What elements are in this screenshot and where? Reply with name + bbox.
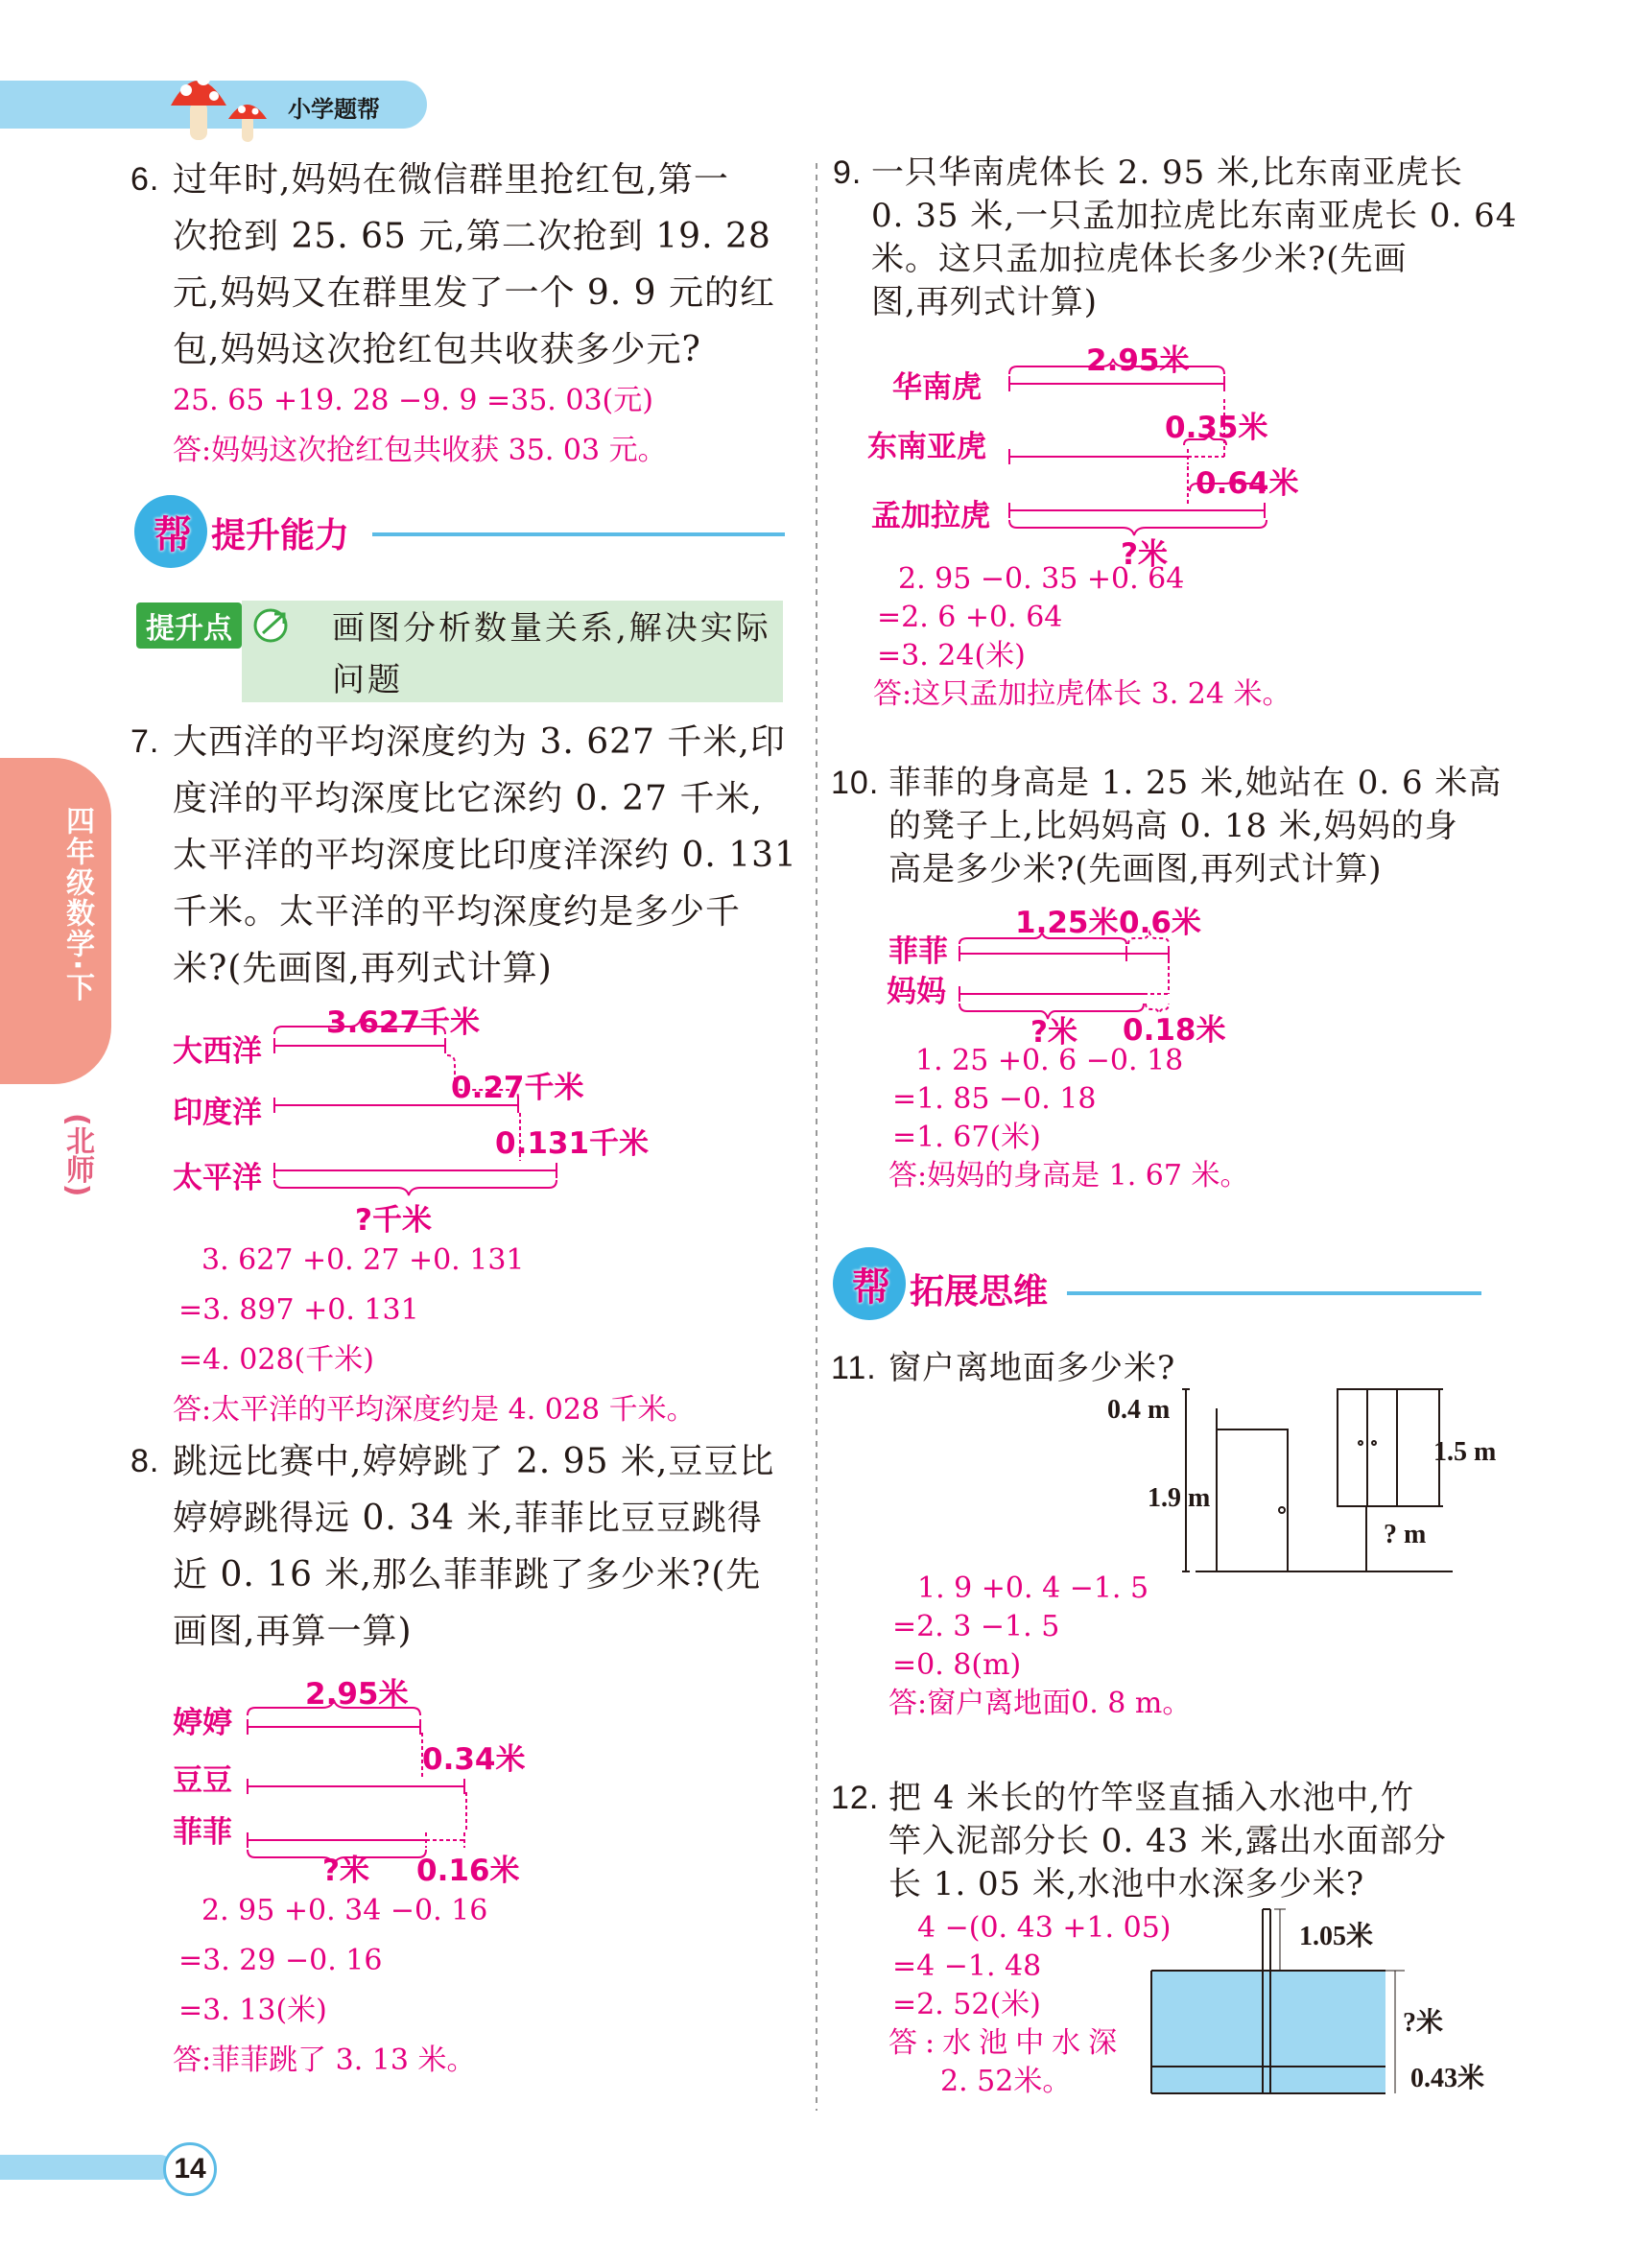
q10-step: 1. 25 +0. 6 −0. 18 bbox=[915, 1044, 1184, 1077]
q8-line: 婷婷跳得远 0. 34 米,菲菲比豆豆跳得 bbox=[173, 1499, 763, 1538]
q11-door-label: 1.9 m bbox=[1148, 1483, 1211, 1513]
section-improve-rule bbox=[372, 532, 785, 536]
q9-answer bbox=[873, 560, 1291, 714]
q6-conclusion: 答:妈妈这次抢红包共收获 35. 03 元。 bbox=[173, 434, 667, 467]
q7-line: 度洋的平均深度比它深约 0. 27 千米, bbox=[173, 779, 763, 818]
mushroom-logo-icon bbox=[161, 56, 276, 152]
q8-total-label: ?米 bbox=[322, 1854, 369, 1888]
q12-conclusion: 答:水池中水深 bbox=[888, 2026, 1125, 2060]
q9-line: 图,再列式计算) bbox=[871, 283, 1099, 321]
q9-step: =3. 24(米) bbox=[877, 639, 1026, 673]
q12-answer bbox=[888, 1909, 1172, 2101]
q8-step: =3. 29 −0. 16 bbox=[178, 1944, 383, 1977]
section-expand-title: 拓展思维 bbox=[910, 1272, 1049, 1311]
q7-conclusion: 答:太平洋的平均深度约是 4. 028 千米。 bbox=[173, 1393, 696, 1427]
q7-number: 7. bbox=[130, 723, 160, 760]
q7-answer bbox=[173, 1236, 696, 1435]
arrow-icon bbox=[251, 604, 299, 643]
q7-total-label: ?千米 bbox=[355, 1203, 432, 1238]
q9-stem bbox=[833, 152, 1524, 324]
q9-step: 2. 95 −0. 35 +0. 64 bbox=[898, 562, 1185, 596]
q8-line: 近 0. 16 米,那么菲菲跳了多少米?(先 bbox=[173, 1555, 762, 1595]
q11-answer bbox=[888, 1570, 1191, 1723]
q12-number: 12. bbox=[831, 1780, 880, 1816]
point-label: 提升点 bbox=[136, 602, 242, 649]
q12-step: 4 −(0. 43 +1. 05) bbox=[917, 1911, 1172, 1945]
q12-mud-label: 0.43米 bbox=[1410, 2064, 1485, 2093]
section-improve-title: 提升能力 bbox=[211, 516, 350, 555]
q7-step: =3. 897 +0. 131 bbox=[178, 1293, 419, 1327]
q7-row3-label: 太平洋 bbox=[173, 1161, 262, 1195]
q12-line: 竿入泥部分长 0. 43 米,露出水面部分 bbox=[888, 1822, 1447, 1860]
q12-water-label: ?米 bbox=[1403, 2008, 1444, 2038]
q9-line: 0. 35 米,一只孟加拉虎比东南亚虎长 0. 64 bbox=[871, 197, 1518, 235]
q8-row3-label: 菲菲 bbox=[173, 1815, 232, 1850]
q8-step: =3. 13(米) bbox=[178, 1994, 327, 2027]
q10-value3-label: 0.18米 bbox=[1123, 1013, 1226, 1048]
q7-step: 3. 627 +0. 27 +0. 131 bbox=[201, 1243, 525, 1277]
q9-row2-label: 东南亚虎 bbox=[867, 430, 986, 464]
q7-value2-label: 0.27千米 bbox=[451, 1071, 584, 1105]
q11-step: 1. 9 +0. 4 −1. 5 bbox=[917, 1571, 1149, 1605]
q9-total-label: ?米 bbox=[1121, 537, 1168, 572]
q10-row1-label: 菲菲 bbox=[888, 934, 948, 969]
q12-line: 把 4 米长的竹竿竖直插入水池中,竹 bbox=[888, 1779, 1415, 1817]
q6-line: 元,妈妈又在群里发了一个 9. 9 元的红 bbox=[173, 273, 776, 313]
q11-unknown-label: ? m bbox=[1384, 1520, 1427, 1549]
q10-step: =1. 67(米) bbox=[892, 1121, 1041, 1154]
q10-stem bbox=[831, 762, 1522, 891]
q7-value3-label: 0.131千米 bbox=[495, 1126, 650, 1161]
q9-row3-label: 孟加拉虎 bbox=[871, 499, 990, 533]
q11-top-label: 0.4 m bbox=[1107, 1395, 1171, 1425]
q6-line: 包,妈妈这次抢红包共收获多少元? bbox=[173, 330, 701, 369]
q10-step: =1. 85 −0. 18 bbox=[892, 1082, 1097, 1116]
q8-line: 画图,再算一算) bbox=[173, 1612, 413, 1651]
q12-step: =2. 52(米) bbox=[892, 1988, 1041, 2021]
q6-answer bbox=[173, 376, 667, 476]
q9-value2-label: 0.35米 bbox=[1165, 411, 1268, 445]
side-tab-grade: 四年级数学·下 bbox=[60, 806, 94, 1004]
q11-line: 窗户离地面多少米? bbox=[888, 1349, 1176, 1387]
q9-line-diagram bbox=[1007, 351, 1295, 553]
q10-line: 菲菲的身高是 1. 25 米,她站在 0. 6 米高 bbox=[888, 764, 1503, 802]
q11-conclusion: 答:窗户离地面0. 8 m。 bbox=[888, 1687, 1192, 1720]
q8-row2-label: 豆豆 bbox=[173, 1763, 232, 1798]
footer-bar bbox=[0, 2155, 173, 2180]
q7-line: 大西洋的平均深度约为 3. 627 千米,印 bbox=[173, 722, 786, 762]
q7-row1-label: 大西洋 bbox=[173, 1034, 262, 1069]
q9-step: =2. 6 +0. 64 bbox=[877, 601, 1063, 634]
q7-line: 米?(先画图,再列式计算) bbox=[173, 949, 553, 988]
q7-line: 千米。太平洋的平均深度约是多少千 bbox=[173, 892, 742, 932]
q12-step: =4 −1. 48 bbox=[892, 1949, 1042, 1983]
q7-line: 太平洋的平均深度比印度洋深约 0. 131 bbox=[173, 836, 797, 875]
q8-line: 跳远比赛中,婷婷跳了 2. 95 米,豆豆比 bbox=[173, 1442, 775, 1481]
q6-stem bbox=[130, 152, 802, 378]
q10-conclusion: 答:妈妈的身高是 1. 67 米。 bbox=[888, 1159, 1249, 1193]
column-divider bbox=[815, 163, 818, 2111]
section-expand-rule bbox=[1067, 1291, 1481, 1295]
q11-step: =2. 3 −1. 5 bbox=[892, 1610, 1060, 1643]
q10-value2-label: 0.6米 bbox=[1119, 906, 1201, 940]
q11-number: 11. bbox=[831, 1350, 877, 1386]
q11-step: =0. 8(m) bbox=[892, 1648, 1022, 1682]
q11-stem bbox=[831, 1347, 1522, 1390]
q8-value1-label: 2.95米 bbox=[305, 1677, 409, 1712]
brand-title: 小学题帮 bbox=[288, 96, 380, 123]
q8-number: 8. bbox=[130, 1443, 160, 1479]
q7-step: =4. 028(千米) bbox=[178, 1343, 374, 1377]
section-expand-badge-text: 帮 bbox=[852, 1265, 890, 1310]
side-tab-edition: (北师) bbox=[60, 1113, 94, 1197]
q9-value1-label: 2.95米 bbox=[1086, 343, 1190, 378]
q9-line: 米。这只孟加拉虎体长多少米?(先画 bbox=[871, 240, 1408, 278]
q7-stem bbox=[130, 714, 802, 997]
q10-row2-label: 妈妈 bbox=[887, 975, 946, 1009]
q9-value3-label: 0.64米 bbox=[1196, 466, 1299, 501]
q8-conclusion: 答:菲菲跳了 3. 13 米。 bbox=[173, 2044, 476, 2077]
q8-stem bbox=[130, 1433, 802, 1660]
q12-above-label: 1.05米 bbox=[1299, 1922, 1374, 1951]
q12-line: 长 1. 05 米,水池中水深多少米? bbox=[888, 1865, 1365, 1903]
q10-line: 高是多少米?(先画图,再列式计算) bbox=[888, 850, 1383, 888]
q11-window-label: 1.5 m bbox=[1433, 1437, 1497, 1467]
q10-total-label: ?米 bbox=[1030, 1015, 1077, 1050]
q9-conclusion: 答:这只孟加拉虎体长 3. 24 米。 bbox=[873, 677, 1291, 711]
q6-line: 次抢到 25. 65 元,第二次抢到 19. 28 bbox=[173, 217, 771, 256]
q7-value1-label: 3.627千米 bbox=[326, 1005, 481, 1040]
q8-step: 2. 95 +0. 34 −0. 16 bbox=[201, 1894, 488, 1927]
q12-conclusion-cont: 2. 52米。 bbox=[940, 2065, 1072, 2098]
q10-answer bbox=[888, 1042, 1249, 1195]
q10-number: 10. bbox=[831, 765, 880, 801]
section-improve-badge-text: 帮 bbox=[154, 513, 192, 557]
q8-value2-label: 0.34米 bbox=[422, 1742, 526, 1777]
q9-line: 一只华南虎体长 2. 95 米,比东南亚虎长 bbox=[871, 154, 1463, 192]
q10-value1-label: 1.25米 bbox=[1015, 906, 1119, 940]
page-number: 14 bbox=[163, 2142, 217, 2196]
q8-row1-label: 婷婷 bbox=[173, 1706, 232, 1740]
q7-row2-label: 印度洋 bbox=[173, 1096, 262, 1130]
q8-answer bbox=[173, 1886, 487, 2086]
q6-equation: 25. 65 +19. 28 −9. 9 =35. 03(元) bbox=[173, 384, 653, 417]
q12-stem bbox=[831, 1777, 1522, 1906]
q9-number: 9. bbox=[833, 154, 863, 191]
q6-number: 6. bbox=[130, 161, 160, 198]
q9-row1-label: 华南虎 bbox=[892, 370, 982, 405]
q6-line: 过年时,妈妈在微信群里抢红包,第一 bbox=[173, 160, 729, 200]
q10-line: 的凳子上,比妈妈高 0. 18 米,妈妈的身 bbox=[888, 807, 1458, 845]
q8-value3-label: 0.16米 bbox=[416, 1854, 520, 1888]
point-text: 画图分析数量关系,解决实际问题 bbox=[332, 609, 771, 699]
